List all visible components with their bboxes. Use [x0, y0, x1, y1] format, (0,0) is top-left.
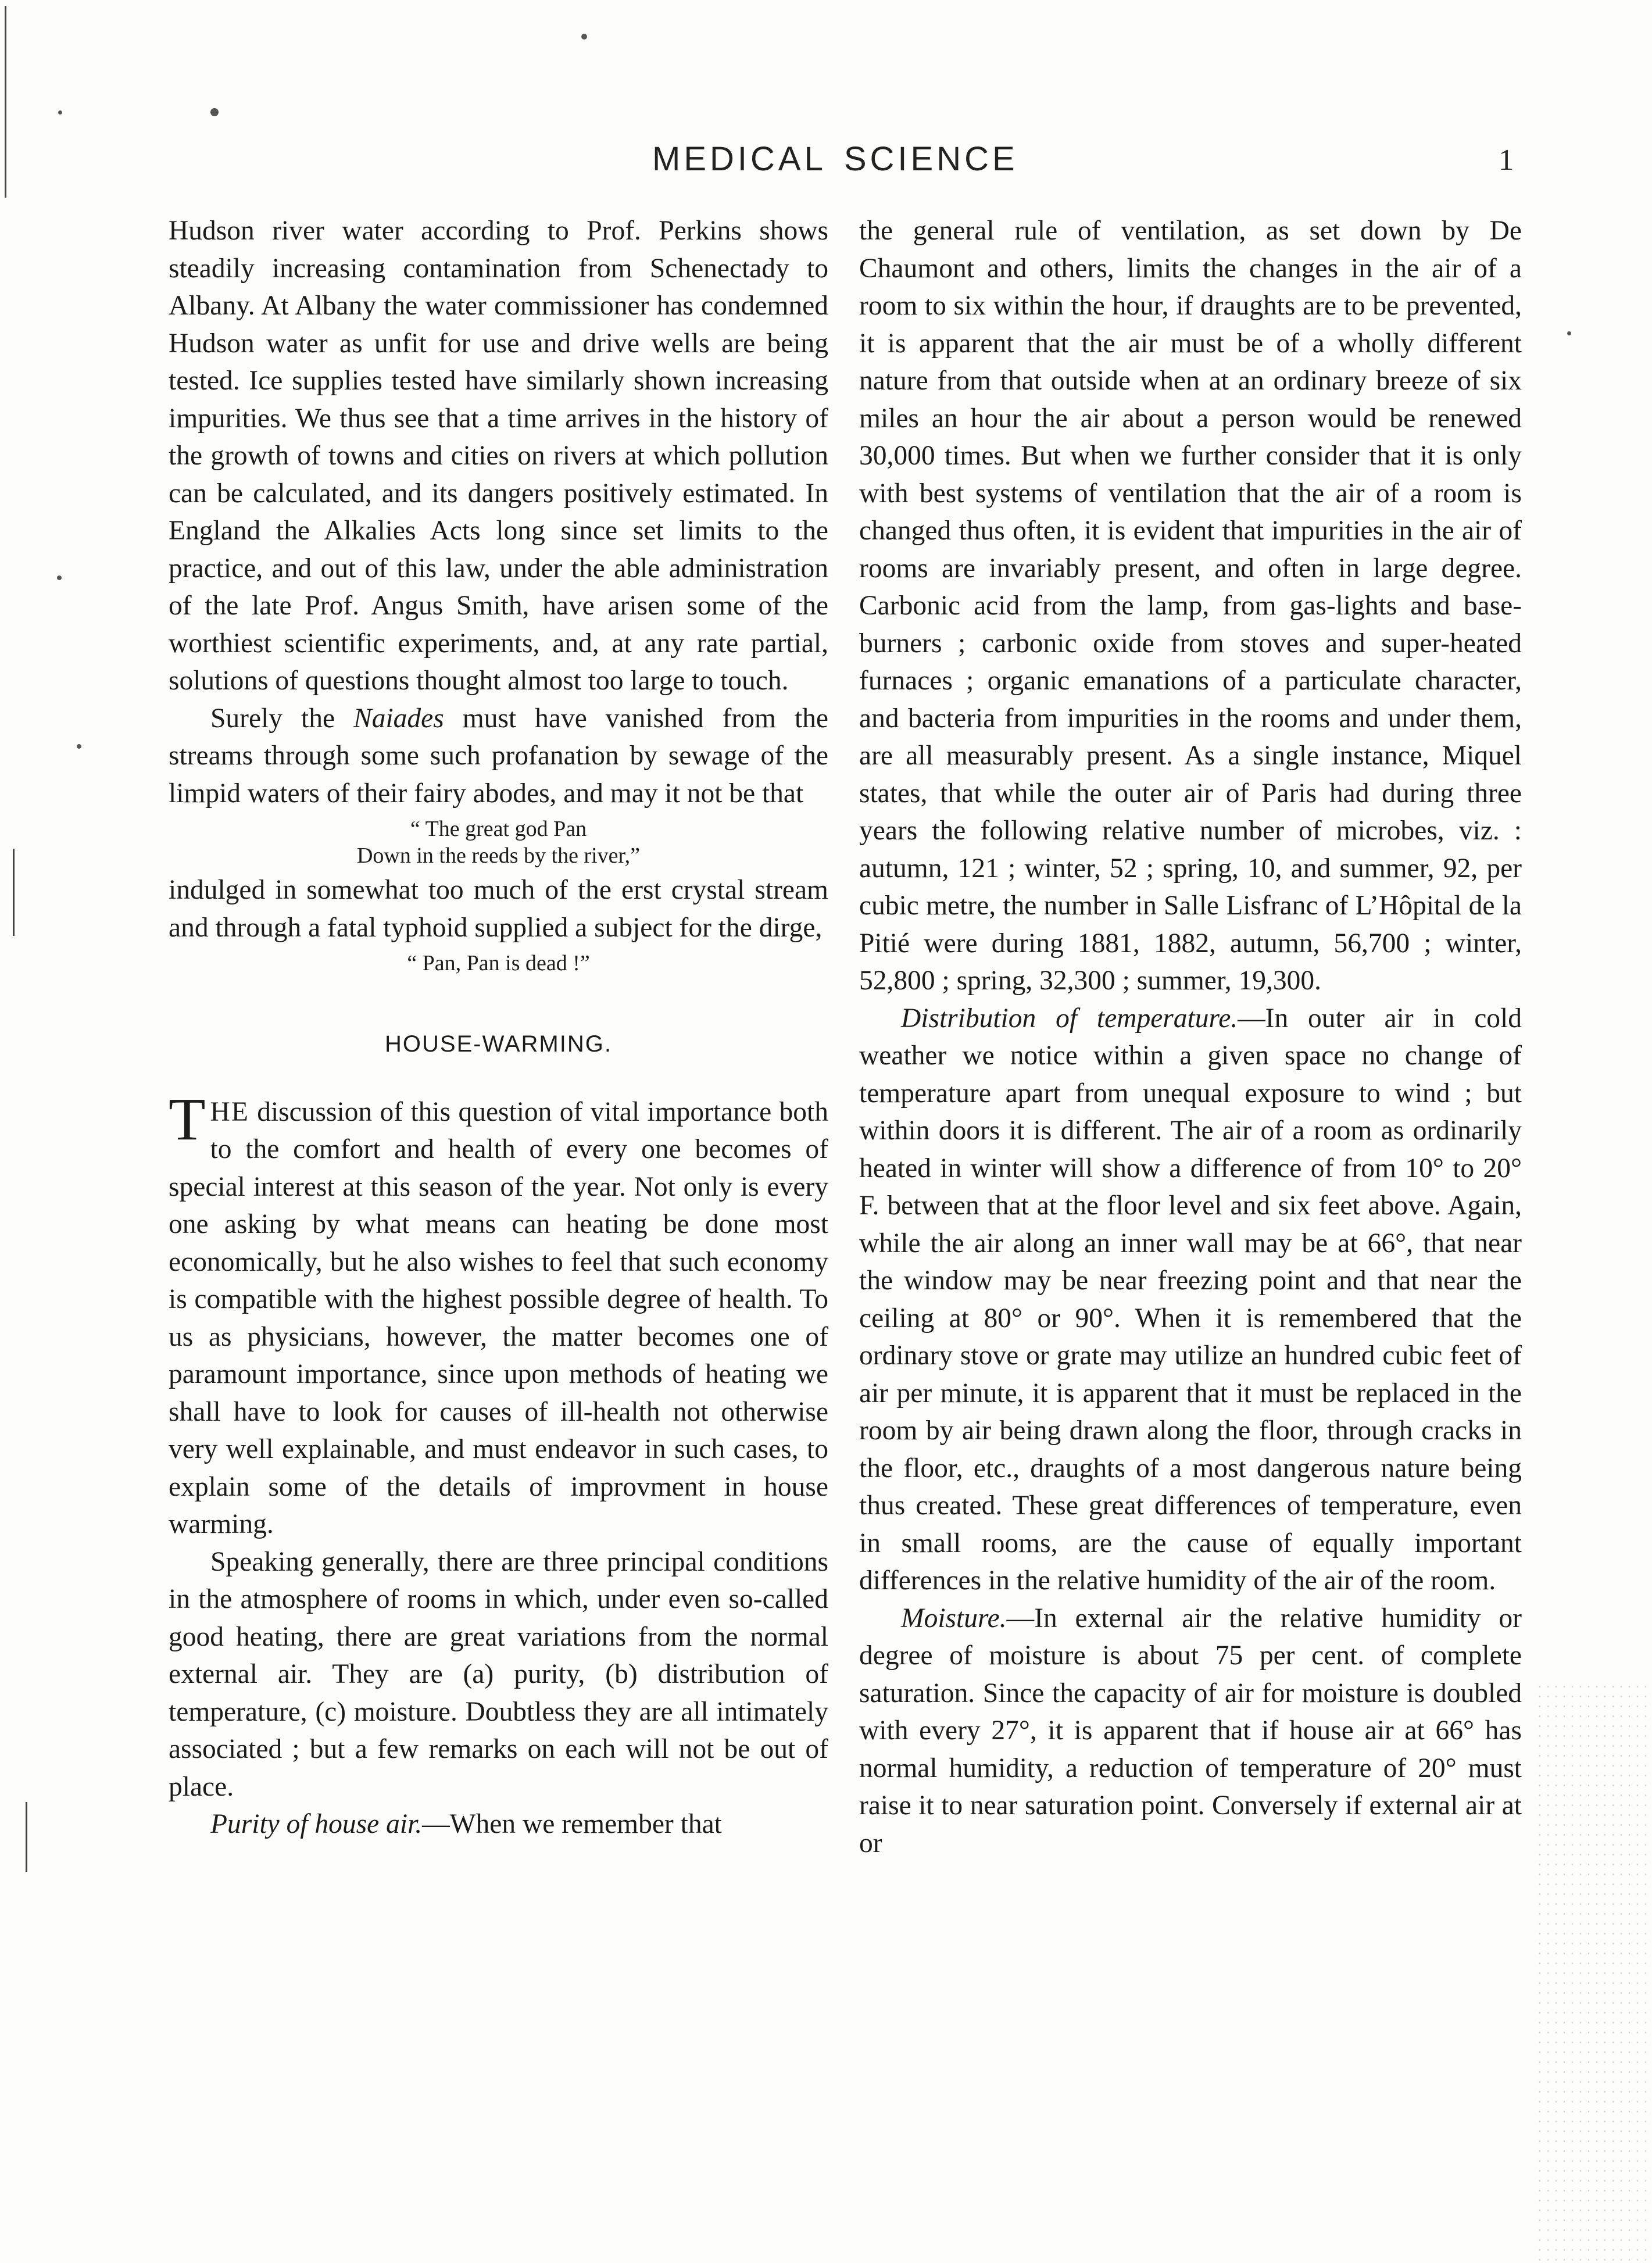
paragraph: Hudson river water according to Prof. Perkins shows steadily increasing contamination from Schenectady to Albany. At Albany the water commissioner has condemned Hudson water as unfit for use and drive wells are being tested. Ice supplies tested have similarly shown increasing impurities. We thus see that a time arrives in the history of the growth of towns and cities on rivers at which pollution can be calculated, and its dangers positively estimated. In England the Alkalies Acts long since set limits to the practice, and out of this law, under the able administration of the late Prof. Angus Smith, have arisen some of the worthiest scientific experiments, and, at any rate partial, solutions of questions thought almost too large to touch.: [169, 216, 828, 696]
scan-edge-mark: [13, 849, 15, 936]
paragraph: the general rule of ventilation, as set down by De Chaumont and others, limits the changes in the air of a room to six within the hour, if draughts are to be prevented, it is apparent that the air must be of a wholly different nature from that outside when at an ordinary breeze of six miles an hour the air about a person would be renewed 30,000 times. But when we further consider that it is only with best systems of ventilation that the air of a room is changed thus often, it is evident that impurities in the air of rooms are invariably present, and often in large degree. Carbonic acid from the lamp, from gas-lights and base-burners ; carbonic oxide from stoves and super-heated furnaces ; organic emanations of a particulate character, and bacteria from impurities in the rooms and under them, are all measurably present. As a single instance, Miquel states, that while the outer air of Paris had during three years the following relative number of microbes, viz. : autumn, 121 ; winter, 52 ; spring, 10, and summer, 92, per cubic metre, the number in Salle Lisfranc of L’Hôpital de la Pitié were during 1881, 1882, autumn, 56,700 ; winter, 52,800 ; spring, 32,300 ; summer, 19,300.: [859, 216, 1522, 996]
drop-cap: T: [169, 1085, 206, 1153]
paragraph: [169, 1806, 828, 1843]
scan-edge-mark: [26, 1802, 27, 1872]
running-header: [652, 140, 1018, 178]
paragraph: Speaking generally, there are three principal conditions in the atmosphere of rooms in which, under even so-called good heating, there are great variations from the normal external air. They are (a) purity, (b) distribution of temperature, (c) moisture. Doubtless they are all intimately associated ; but a few remarks on each will not be out of place.: [169, 1546, 828, 1802]
paragraph: [169, 700, 828, 813]
right-column: [859, 212, 1522, 1862]
scan-speck: [77, 744, 81, 749]
paragraph: indulged in somewhat too much of the erst crystal stream and through a fatal typhoid supplied a subject for the dirge,: [169, 875, 828, 943]
text-run: —When we remember that: [422, 1809, 722, 1839]
text-run: —In outer air in cold weather we notice within a given space no change of temperature apart from unequal exposure to wind ; but within doors it is different. The air of a room as ordinarily heated in winter will show a difference of from 10° to 20° F. between that at the floor level and six feet above. Again, while the air along an inner wall may be at 66°, that near the window may be near freezing point and that near the ceiling at 80° or 90°. When it is remembered that the ordinary stove or grate may utilize an hundred cubic feet of air per minute, it is apparent that it must be replaced in the room by air being drawn along the floor, through cracks in the floor, etc., draughts of a most dangerous nature being thus created. These great differences of temperature, even in small rooms, are the cause of equally important differences in the relative humidity of the air of the room.: [859, 1003, 1522, 1596]
text-run: Surely the: [210, 703, 354, 734]
page-number: 1: [1499, 144, 1514, 177]
verse-quote: [169, 816, 828, 869]
run-in-heading: Distribution of temperature.: [901, 1003, 1238, 1034]
scan-noise: [1536, 1682, 1652, 2263]
scan-speck: [58, 110, 62, 115]
text-run: —In external air the relative humidity or degree of moisture is about 75 per cent. of complete saturation. Since the capacity of air for moisture is doubled with every 27°, it is apparent that if house air at 66° has normal humidity, a reduction of temperature of 20° must raise it to near saturation point. Conversely if external air at or: [859, 1603, 1522, 1858]
text-run: discussion of this question of vital importance both to the comfort and health of every one becomes of special interest at this season of the year. Not only is every one asking by what means can heating be done most economically, but he also wishes to feel that such economy is compatible with the highest possible degree of health. To us as physicians, however, the matter becomes one of paramount importance, since upon methods of heating we shall have to look for causes of ill-health not otherwise very well explainable, and must endeavor in such cases, to explain some of the details of improvment in house warming.: [169, 1096, 828, 1539]
run-in-heading: Moisture.: [901, 1603, 1007, 1633]
scan-speck: [1567, 331, 1571, 335]
verse-line: “ The great god Pan: [410, 817, 587, 841]
section-heading: HOUSE-WARMING.: [385, 1031, 612, 1057]
header-title-word: SCIENCE: [843, 140, 1018, 178]
scan-speck: [57, 575, 62, 580]
verse-quote: [169, 950, 828, 977]
italic-term: Naiades: [353, 703, 444, 734]
small-caps-run: HE: [210, 1096, 249, 1127]
verse-line: Down in the reeds by the river,”: [356, 843, 641, 868]
scan-speck: [581, 34, 587, 40]
header-title-word: MEDICAL: [652, 140, 827, 178]
text-run: must have vanished from the streams through some such profanation by sewage of the limpid waters of their fairy abodes, and may it not be that: [169, 703, 828, 809]
scan-speck: [210, 108, 219, 116]
scan-edge-mark: [5, 6, 6, 198]
left-column: [169, 212, 828, 1843]
paragraph: [859, 1600, 1522, 1862]
verse-line: “ Pan, Pan is dead !”: [407, 951, 590, 975]
run-in-heading: Purity of house air.: [210, 1809, 423, 1839]
paragraph: [859, 1000, 1522, 1600]
paragraph: [169, 1085, 828, 1543]
